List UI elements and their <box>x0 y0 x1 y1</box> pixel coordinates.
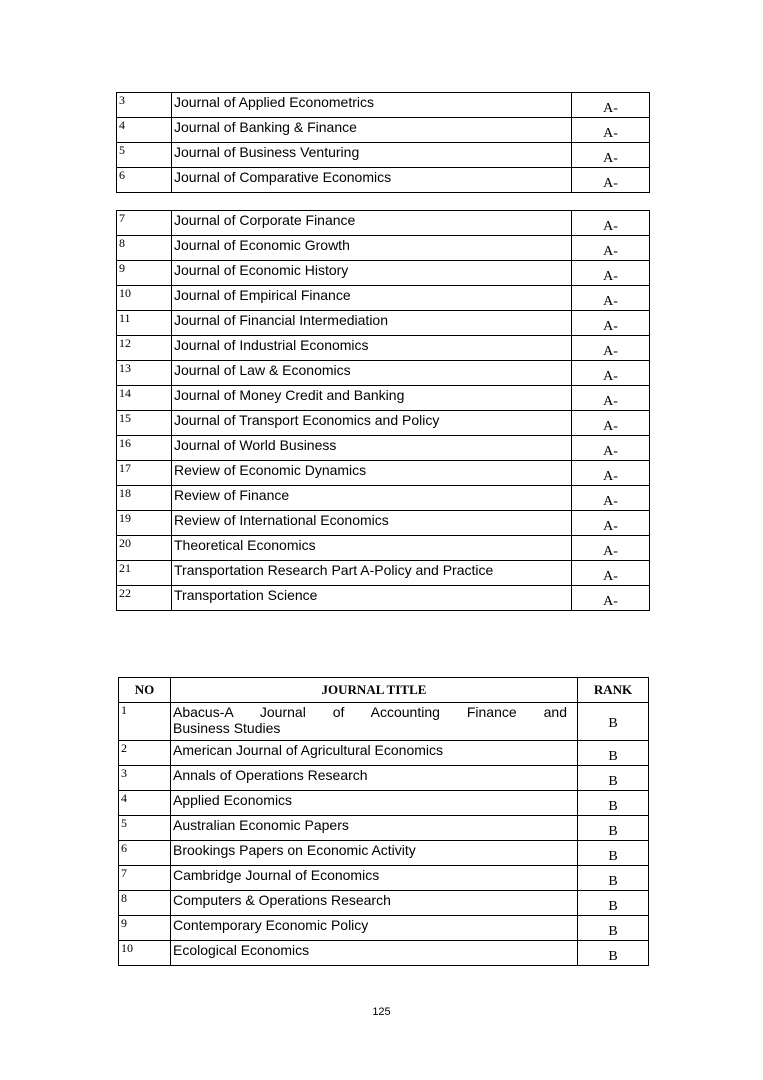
rank: A- <box>572 286 650 311</box>
table-row <box>117 118 650 143</box>
journal-title: Computers & Operations Research <box>171 891 578 916</box>
row-number: 8 <box>117 236 172 261</box>
journal-title: Annals of Operations Research <box>171 766 578 791</box>
table-row <box>117 436 650 461</box>
journal-title: Journal of Law & Economics <box>172 361 572 386</box>
table-row <box>117 486 650 511</box>
journal-title: Contemporary Economic Policy <box>171 916 578 941</box>
table-row <box>119 741 649 766</box>
rank: A- <box>572 211 650 236</box>
table-row <box>117 461 650 486</box>
row-number: 7 <box>117 211 172 236</box>
table-row <box>117 93 650 118</box>
rank: A- <box>572 461 650 486</box>
table-row <box>117 261 650 286</box>
rank: A- <box>572 311 650 336</box>
rank: A- <box>572 436 650 461</box>
table-row <box>119 816 649 841</box>
header-no: NO <box>119 678 171 703</box>
row-number: 11 <box>117 311 172 336</box>
table-row <box>117 168 650 193</box>
rank: A- <box>572 536 650 561</box>
rank: B <box>578 791 649 816</box>
journal-title: Ecological Economics <box>171 941 578 966</box>
journal-title: Australian Economic Papers <box>171 816 578 841</box>
table-row <box>117 336 650 361</box>
row-number: 20 <box>117 536 172 561</box>
table-row <box>117 511 650 536</box>
journal-title: Brookings Papers on Economic Activity <box>171 841 578 866</box>
row-number: 4 <box>119 791 171 816</box>
row-number: 14 <box>117 386 172 411</box>
journal-title: Journal of Corporate Finance <box>172 211 572 236</box>
journal-title: Journal of Business Venturing <box>172 143 572 168</box>
rank: A- <box>572 143 650 168</box>
row-number: 6 <box>119 841 171 866</box>
row-number: 19 <box>117 511 172 536</box>
rank: A- <box>572 386 650 411</box>
rank: A- <box>572 486 650 511</box>
journal-title: Review of Finance <box>172 486 572 511</box>
row-number: 16 <box>117 436 172 461</box>
table-row <box>117 311 650 336</box>
table-row <box>117 536 650 561</box>
journal-title: Theoretical Economics <box>172 536 572 561</box>
journal-title: Journal of Applied Econometrics <box>172 93 572 118</box>
row-number: 9 <box>117 261 172 286</box>
journal-title: Review of Economic Dynamics <box>172 461 572 486</box>
journal-title: Journal of World Business <box>172 436 572 461</box>
table-header-row <box>119 678 649 703</box>
rank: A- <box>572 236 650 261</box>
journal-table-a-part2 <box>116 210 650 611</box>
journal-table-a-part1 <box>116 92 650 193</box>
row-number: 4 <box>117 118 172 143</box>
row-number: 10 <box>119 941 171 966</box>
table-row <box>119 841 649 866</box>
rank: A- <box>572 168 650 193</box>
table-row <box>117 286 650 311</box>
page-number: 125 <box>372 1006 391 1018</box>
table-row <box>117 143 650 168</box>
rank: A- <box>572 93 650 118</box>
table-row <box>117 361 650 386</box>
journal-title: Journal of Transport Economics and Policy <box>172 411 572 436</box>
row-number: 13 <box>117 361 172 386</box>
table-row <box>117 586 650 611</box>
journal-title: Journal of Empirical Finance <box>172 286 572 311</box>
row-number: 9 <box>119 916 171 941</box>
journal-title: Journal of Money Credit and Banking <box>172 386 572 411</box>
row-number: 5 <box>117 143 172 168</box>
row-number: 2 <box>119 741 171 766</box>
rank: A- <box>572 336 650 361</box>
journal-title: Journal of Comparative Economics <box>172 168 572 193</box>
rank: A- <box>572 511 650 536</box>
rank: B <box>578 703 649 741</box>
rank: B <box>578 941 649 966</box>
rank: A- <box>572 561 650 586</box>
row-number: 3 <box>117 93 172 118</box>
journal-title: Journal of Financial Intermediation <box>172 311 572 336</box>
rank: A- <box>572 586 650 611</box>
row-number: 3 <box>119 766 171 791</box>
table-row <box>117 411 650 436</box>
table-row <box>117 211 650 236</box>
table-row <box>117 561 650 586</box>
journal-title: Journal of Economic Growth <box>172 236 572 261</box>
table-row <box>119 791 649 816</box>
rank: A- <box>572 118 650 143</box>
rank: A- <box>572 361 650 386</box>
row-number: 5 <box>119 816 171 841</box>
journal-title: Journal of Banking & Finance <box>172 118 572 143</box>
row-number: 17 <box>117 461 172 486</box>
rank: B <box>578 741 649 766</box>
journal-title-line1: Abacus-A Journal of Accounting Finance and <box>173 704 567 720</box>
header-journal-title: JOURNAL TITLE <box>171 678 578 703</box>
header-rank: RANK <box>578 678 649 703</box>
table-row <box>117 386 650 411</box>
table-row <box>119 941 649 966</box>
row-number: 8 <box>119 891 171 916</box>
table-row <box>119 703 649 741</box>
row-number: 6 <box>117 168 172 193</box>
journal-table-b <box>118 677 649 966</box>
rank: B <box>578 891 649 916</box>
journal-title: Journal of Economic History <box>172 261 572 286</box>
table-row <box>119 891 649 916</box>
rank: B <box>578 816 649 841</box>
row-number: 10 <box>117 286 172 311</box>
journal-title: Cambridge Journal of Economics <box>171 866 578 891</box>
rank: A- <box>572 411 650 436</box>
journal-title: Transportation Research Part A-Policy and Practice <box>172 561 572 586</box>
table-row <box>119 916 649 941</box>
rank: B <box>578 766 649 791</box>
table-row <box>119 766 649 791</box>
journal-title <box>171 703 578 741</box>
row-number: 22 <box>117 586 172 611</box>
journal-title: American Journal of Agricultural Economics <box>171 741 578 766</box>
row-number: 18 <box>117 486 172 511</box>
table-row <box>117 236 650 261</box>
journal-title: Review of International Economics <box>172 511 572 536</box>
journal-title: Journal of Industrial Economics <box>172 336 572 361</box>
row-number: 15 <box>117 411 172 436</box>
rank: B <box>578 866 649 891</box>
journal-title: Applied Economics <box>171 791 578 816</box>
table-row <box>119 866 649 891</box>
rank: A- <box>572 261 650 286</box>
row-number: 12 <box>117 336 172 361</box>
rank: B <box>578 841 649 866</box>
row-number: 1 <box>119 703 171 741</box>
journal-title: Transportation Science <box>172 586 572 611</box>
row-number: 7 <box>119 866 171 891</box>
rank: B <box>578 916 649 941</box>
row-number: 21 <box>117 561 172 586</box>
journal-title-line2: Business Studies <box>173 720 281 736</box>
